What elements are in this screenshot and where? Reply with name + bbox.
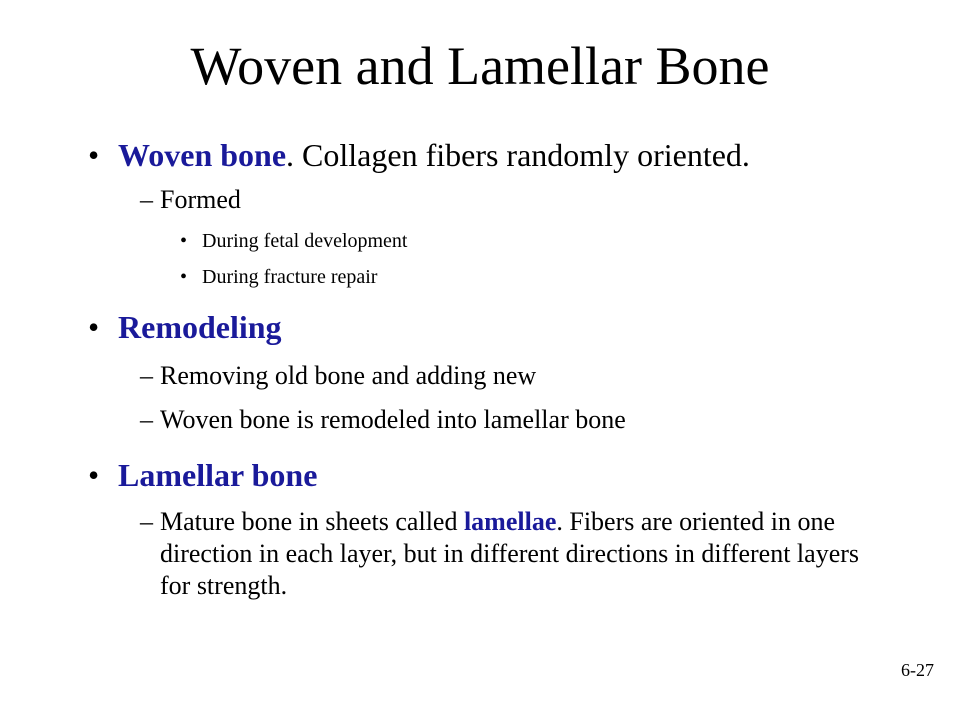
mature-bone-lead: Mature bone in sheets called [160, 507, 464, 536]
bullet-remodeling [88, 308, 282, 346]
slide-title: Woven and Lamellar Bone [190, 36, 770, 96]
woven-remodeled-text: Woven bone is remodeled into lamellar bone [160, 405, 626, 434]
dash-marker: – [140, 185, 153, 214]
bullet-marker: • [88, 457, 100, 493]
mature-bone-tail: . Fibers are oriented in one direction in each layer, but in different directions in different layers for strength. [160, 507, 860, 600]
woven-bone-description: . Collagen fibers randomly oriented. [286, 137, 750, 173]
formed-label: Formed [160, 185, 241, 214]
remodeling-term: Remodeling [118, 309, 282, 345]
sub-bullet-mature-bone [140, 506, 860, 602]
woven-bone-term: Woven bone [118, 137, 287, 173]
dash-marker: – [140, 507, 153, 536]
subsub-bullet-fetal [180, 228, 408, 254]
removing-old-bone-text: Removing old bone and adding new [160, 361, 537, 390]
bullet-lamellar-bone [88, 456, 317, 494]
dash-marker: – [140, 405, 153, 434]
bullet-marker: • [88, 137, 100, 173]
subsub-bullet-fracture [180, 264, 377, 290]
fetal-development-text: During fetal development [202, 230, 408, 252]
sub-bullet-woven-remodeled [140, 404, 626, 436]
lamellae-term: lamellae [463, 507, 557, 536]
lamellar-bone-term: Lamellar bone [118, 457, 318, 493]
page-number: 6-27 [901, 660, 934, 680]
bullet-woven-bone [88, 136, 750, 174]
bullet-marker: • [180, 230, 188, 252]
sub-bullet-removing [140, 360, 536, 392]
mature-bone-text [160, 506, 860, 602]
sub-bullet-formed [140, 184, 241, 216]
fracture-repair-text: During fracture repair [202, 266, 378, 288]
bullet-marker: • [180, 266, 188, 288]
bullet-marker: • [88, 309, 100, 345]
dash-marker: – [140, 361, 153, 390]
